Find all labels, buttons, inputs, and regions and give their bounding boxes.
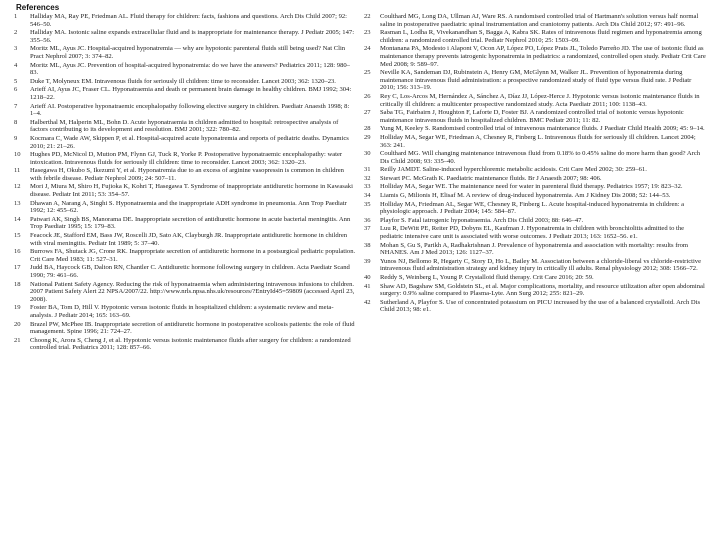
reference-entry (364, 69, 706, 92)
reference-number: 26 (364, 92, 371, 100)
reference-number: 24 (364, 45, 371, 53)
reference-text: Halliday MA, Ray PE, Friedman AL. Fluid therapy for children: facts, fashions and questions. Arch Dis Child 2007; 92: 546–50. (30, 13, 348, 28)
reference-entry (364, 134, 706, 149)
reference-text: Coulthard MG. Will changing maintenance intravenous fluid from 0.18% to 0.45% saline do more harm than good? Arch Dis Child 2008; 93: 335–40. (380, 150, 701, 165)
reference-text: Hughes PD, McNicol D, Mutton PM, Flynn GJ, Tuck R, Yorke P. Postoperative hyponatraemic encephalopathy: water intoxication. Intravenous fluids for seriously ill children: time to reconsider. Lancet 2003; 362: 1320–23. (30, 151, 343, 166)
reference-text: Playfor S. Fatal iatrogenic hyponatraemia. Arch Dis Child 2003; 88: 646–47. (380, 216, 584, 224)
reference-text: Holliday MA, Segar WE, Friedman A, Chesney R, Finberg L. Intravenous fluids for seriously ill children. Lancet 2004; 363: 241. (380, 133, 696, 149)
reference-number: 40 (364, 274, 371, 281)
reference-number: 25 (364, 69, 371, 77)
reference-entry (364, 45, 706, 68)
reference-text: Reddy S, Weinberg L, Young P. Crystalloid fluid therapy. Crit Care 2016; 20: 59. (380, 274, 594, 281)
reference-text: Mohan S, Gu S, Parikh A, Radhakrishnan J. Prevalence of hyponatremia and association with mortality: results from NHANES. Am J Med 2013; 126: 1127–37. (380, 241, 689, 257)
reference-number: 19 (14, 304, 21, 312)
reference-text: Brazel PW, McPhee IB. Inappropriate secretion of antidiuretic hormone in postoperative scoliosis patients: the role of fluid management. Spine 1996; 21: 724–27. (30, 320, 355, 336)
reference-entry (14, 119, 356, 134)
reference-number: 23 (364, 29, 371, 37)
reference-number: 39 (364, 257, 371, 265)
reference-text: Burrows FA, Shutack JG, Crone RK. Inappropriate secretion of antidiuretic hormone in a postsurgical pediatric population. Crit Care Med 1983; 11: 527–31. (30, 248, 356, 263)
reference-entry (14, 78, 356, 86)
reference-entry (14, 29, 356, 44)
reference-entry (364, 274, 706, 282)
reference-text: Liamis G, Milionis H, Elisaf M. A review of drug-induced hyponatremia. Am J Kidney Dis 2008; 52: 144–53. (380, 192, 671, 200)
reference-text: Rey C, Los-Arcos M, Hernández A, Sánchez A, Díaz JJ, López-Herce J. Hypotonic versus isotonic maintenance fluids in critically ill children: a multicenter prospective randomized study. Acta Paediatr 2011; 100: 1138–43. (380, 92, 700, 108)
reference-number: 37 (364, 225, 371, 233)
reference-entry (14, 45, 356, 60)
reference-number: 28 (364, 125, 371, 133)
reference-number: 21 (14, 336, 21, 344)
reference-text: Yung M, Keeley S. Randomised controlled trial of intravenous maintenance fluids. J Paediatr Child Health 2009; 45: 9–14. (380, 125, 705, 133)
reference-entry (14, 321, 356, 336)
reference-text: National Patient Safety Agency. Reducing the risk of hyponatraemia when administering intravenous infusions to children. 2007 Patient Safety Alert 22 NPSA/2007/22. http://www.nrls.npsa.nhs.uk/resources/?EntryId45=59809 (accessed April 23, 2008). (30, 280, 355, 303)
reference-text: Arieff AI, Ayus JC, Fraser CL. Hyponatraemia and death or permanent brain damage in healthy children. BMJ 1992; 304: 1218–22. (30, 86, 352, 101)
reference-entry (364, 13, 706, 28)
reference-entry (14, 304, 356, 319)
reference-number: 4 (14, 61, 18, 69)
left-reference-column (14, 13, 356, 538)
reference-text: Luu R, DeWitt PE, Reiter PD, Dobyns EL, Kaufman J. Hyponatremia in children with bronchiolitis admitted to the pediatric intensive care unit is associated with worse outcomes. J Pediatr 2013; 163: 1652–56. e1. (380, 225, 685, 241)
reference-entry (364, 29, 706, 44)
reference-number: 34 (364, 192, 371, 200)
reference-number: 20 (14, 320, 21, 328)
reference-entry (364, 201, 706, 216)
reference-number: 30 (364, 150, 371, 158)
reference-number: 10 (14, 151, 21, 159)
reference-number: 42 (364, 298, 371, 306)
reference-text: Foster BA, Tom D, Hill V. Hypotonic versus isotonic fluids in hospitalized children: a systematic review and meta-analysis. J Pediatr 2014; 165: 163–69. (30, 304, 334, 319)
reference-number: 9 (14, 134, 18, 142)
references-heading: References (16, 3, 60, 12)
reference-entry (14, 337, 356, 352)
reference-text: Rasman L, Lodha R, Vivekanandhan S, Bagga A, Kabra SK. Rates of intravenous fluid regimen and hyponatremia among children: a randomized controlled trial. Pediatr Nephrol 2010; 25: 1503–09. (380, 29, 702, 44)
reference-text: Moritz ML, Ayus JC. Hospital-acquired hyponatremia — why are hypotonic parenteral fluids still being used? Nat Clin Pract Nephrol 2007; 3: 374–82. (30, 45, 346, 60)
reference-entry (364, 166, 706, 174)
reference-number: 36 (364, 216, 371, 224)
reference-number: 16 (14, 248, 21, 256)
reference-entry (364, 258, 706, 273)
right-reference-column (364, 13, 706, 538)
reference-text: Judd BA, Haycock GB, Dalton RN, Chantler C. Antidiuretic hormone following surgery in children. Acta Paediatr Scand 1990; 79: 461–66. (30, 264, 350, 279)
reference-number: 17 (14, 264, 21, 272)
reference-text: Moritz ML, Ayus JC. Prevention of hospital-acquired hyponatremia: do we have the answers? Pediatrics 2011; 128: 980–83. (30, 61, 350, 77)
reference-text: Feacock JE, Stafford EM, Bass JW, Roscelli JD, Sato AK, Clayburgh JR. Inappropriate antidiuretic hormone in children with viral meningitis. Pediatr Int 1989; 5: 37–40. (30, 232, 348, 247)
reference-text: Stewart PC. McGrath K. Paediatric maintenance fluids. Br J Anaesth 2007; 98: 406. (380, 174, 602, 182)
reference-entry (364, 217, 706, 225)
reference-entry (14, 151, 356, 166)
reference-entry (14, 13, 356, 28)
reference-number: 29 (364, 133, 371, 141)
reference-text: Duke T, Molyneux EM. Intravenous fluids for seriously ill children: time to reconsider. Lancet 2003; 362: 1320–23. (30, 77, 336, 85)
reference-number: 7 (14, 102, 18, 110)
reference-number: 35 (364, 200, 371, 208)
reference-text: Kocmara C, Wade AW, Skippen P, et al. Hospital-acquired acute hyponatremia and reports of pediatric deaths. Dynamics 2010; 21: 21–26. (30, 134, 349, 150)
reference-number: 5 (14, 77, 18, 85)
reference-entry (364, 93, 706, 108)
reference-text: Dhawan A, Narang A, Singhi S. Hyponatraemia and the inappropriate ADH syndrome in pneumonia. Ann Trop Paediatr 1992; 12: 455–62. (30, 199, 347, 215)
reference-text: Yunos NJ, Bellomo R, Hegarty C, Story D, Ho L, Bailey M. Association between a chloride-liberal vs chloride-restrictive intravenous fluid administration strategy and kidney injury in critically ill adults. Renal physiology 2012; 308: 1566–72. (380, 257, 702, 273)
reference-text: Reilly JAMDT. Saline-induced hyperchloremic metabolic acidosis. Crit Care Med 2002; 30: 259–61. (380, 166, 647, 174)
reference-text: Hasegawa H, Okubo S, Ikezumi Y, et al. Hyponatremia due to an excess of arginine vasopressin is common in children with febrile disease. Pediatr Nephrol 2009; 24: 507–11. (30, 167, 344, 182)
reference-entry (14, 86, 356, 101)
reference-text: Halliday MA. Isotonic saline expands extracellular fluid and is inappropriate for maintenance therapy. J Pediatr 2005; 147: 355–56. (30, 29, 355, 44)
reference-number: 15 (14, 232, 21, 240)
reference-text: Shaw AD, Bagshaw SM, Goldstein SL, et al. Major complications, mortality, and resource utilization after open abdominal surgery: 0.9% saline compared to Plasma-Lyte. Ann Surg 2012; 255: 821–29. (380, 282, 705, 298)
reference-number: 31 (364, 166, 371, 174)
reference-text: Neville KA, Sandeman DJ, Rubinstein A, Henry GM, McGlynn M, Walker JL. Prevention of hyponatremia during maintenance intravenous fluid administration: a prospective randomized study of fluid type versus fluid rate. J Pediatr 2010; 156: 313–19. (380, 69, 692, 92)
reference-number: 3 (14, 45, 18, 53)
reference-number: 8 (14, 118, 18, 126)
reference-columns (14, 13, 706, 538)
reference-number: 1 (14, 13, 18, 20)
reference-number: 41 (364, 282, 371, 290)
reference-entry (14, 264, 356, 279)
reference-number: 32 (364, 174, 371, 182)
reference-text: Mori J, Miura M, Shiro H, Fujioka K, Kohri T, Hasegawa T. Syndrome of inappropriate antidiuretic hormone in Kawasaki disease. Pediatr Int 2011; 53: 354–57. (30, 183, 353, 199)
reference-entry (364, 242, 706, 257)
reference-entry (364, 175, 706, 183)
reference-entry (14, 216, 356, 231)
reference-text: Patwari AK, Singh BS, Manorama DE. Inappropriate secretion of antidiuretic hormone in acute bacterial meningitis. Ann Trop Paediatr 1995; 15: 179–83. (30, 215, 351, 231)
reference-number: 2 (14, 29, 18, 37)
reference-entry (14, 103, 356, 118)
reference-entry (14, 62, 356, 77)
reference-text: Halberthal M, Halperin ML, Bohn D. Acute hyponatraemia in children admitted to hospital: retrospective analysis of factors contributing to its development and resolution. BMJ 2001; 322: 780–82. (30, 118, 339, 134)
reference-entry (364, 125, 706, 133)
reference-entry (364, 109, 706, 124)
reference-number: 22 (364, 13, 371, 20)
reference-entry (14, 183, 356, 198)
reference-entry (14, 232, 356, 247)
reference-number: 12 (14, 183, 21, 191)
reference-text: Arieff AI. Postoperative hyponatraemic encephalopathy following elective surgery in children. Paediatr Anaesth 1998; 8: 1–4. (30, 102, 350, 118)
reference-text: Holliday MA, Segar WE. The maintenance need for water in parenteral fluid therapy. Pediatrics 1957; 19: 823–32. (380, 183, 683, 191)
reference-text: Coulthard MG, Long DA, Ullman AJ, Ware RS. A randomised controlled trial of Hartmann's solution versus half normal saline in postoperative paediatric spinal instrumentation and craniotomy patients. Arch Dis Child 2012; 97: 491–96. (380, 13, 699, 28)
reference-entry (14, 167, 356, 182)
reference-entry (364, 150, 706, 165)
reference-number: 18 (14, 280, 21, 288)
reference-text: Saba TG, Fairbairn J, Houghton F, Laforte D, Foster BJ. A randomized controlled trial of isotonic versus hypotonic maintenance intravenous fluids in hospitalized children. BMC Pediatr 2011; 11: 82. (380, 109, 684, 124)
reference-number: 13 (14, 199, 21, 207)
reference-number: 33 (364, 183, 371, 191)
reference-number: 14 (14, 215, 21, 223)
reference-entry (364, 192, 706, 200)
reference-entry (14, 248, 356, 263)
reference-text: Choong K, Arora S, Cheng J, et al. Hypotonic versus isotonic maintenance fluids after surgery for children: a randomized controlled trial. Pediatrics 2011; 128: 857–66. (30, 336, 351, 352)
reference-number: 6 (14, 86, 18, 94)
reference-entry (364, 283, 706, 298)
reference-entry (14, 135, 356, 150)
reference-entry (364, 183, 706, 191)
reference-number: 38 (364, 241, 371, 249)
reference-number: 27 (364, 109, 371, 117)
reference-text: Sutherland A, Playfor S. Use of concentrated potassium on PICU increased by the use of a balanced crystalloid. Arch Dis Child 2013; 98: e1. (380, 298, 701, 314)
reference-entry (364, 299, 706, 314)
reference-entry (364, 225, 706, 240)
reference-number: 11 (14, 167, 21, 175)
reference-entry (14, 281, 356, 304)
reference-text: Holliday MA, Friedman AL, Segar WE, Chesney R, Finberg L. Acute hospital-induced hyponatremia in children: a physiologic approach. J Pediatr 2004; 145: 584–87. (380, 200, 685, 216)
reference-entry (14, 200, 356, 215)
reference-text: Montanana PA, Modesto i Alapont V, Ocon AP, López PO, López Prats JL, Toledo Parreño JD. The use of isotonic fluid as maintenance therapy prevents iatrogenic hyponatremia in pediatrics: a randomized, controlled open study. Pediatr Crit Care Med 2008; 9: 589–97. (380, 45, 706, 68)
